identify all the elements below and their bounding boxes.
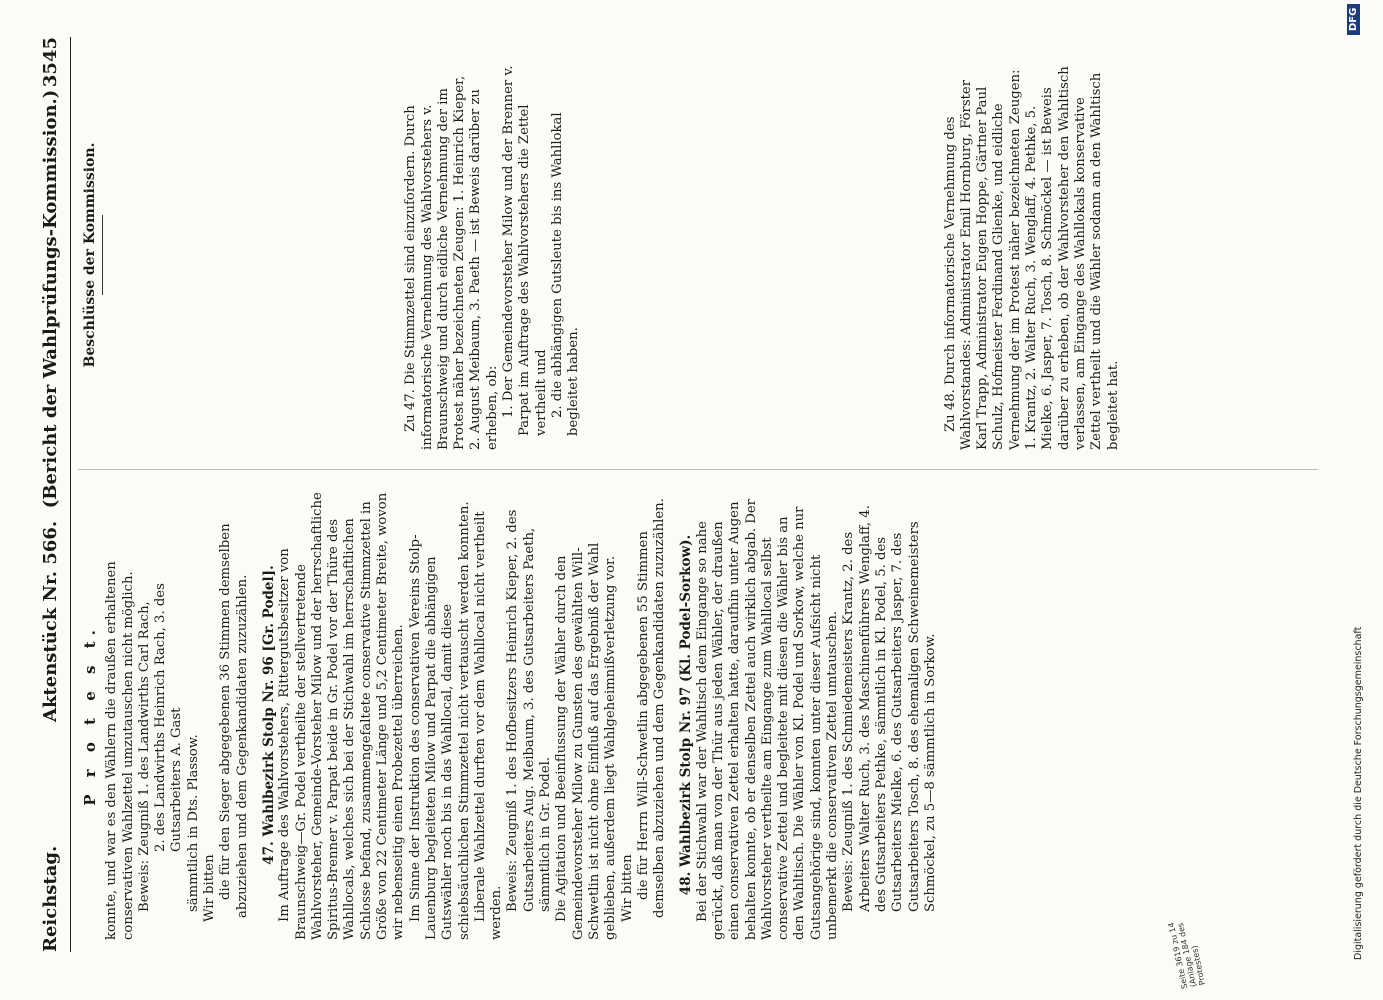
section-47-p3: Liberale Wahlzettel durften vor dem Wahllocal nicht vertheilt werden. bbox=[472, 511, 505, 940]
beweis-1d: sämmtlich in Dts. Plassow. bbox=[185, 734, 201, 912]
header-rule bbox=[70, 37, 71, 952]
column-divider bbox=[78, 469, 1318, 470]
beweis-3: Beweis: Zeugniß 1. des Schmiedemeisters Krantz, 2. des Arbeiters Walter Ruch, 3. des Maschinenführers Wenglaff, 4. des Gutsarbeiters Pethke, sämmtlich in Kl. Podel, 5. des Gutsarbeiters Mielke, 6. des Gutsarbeiters Jasper, 7. des Gutsarbeiters Tosch, 8. des ehemaligen Schweinemeisters Schmöckel, zu 5—8 sämmtlich in Sorkow. bbox=[841, 505, 938, 912]
beweis-1b: 2. des Landwirths Heinrich Rach, 3. des bbox=[153, 583, 169, 852]
header-subtitle: (Bericht der Wahlprüfungs-Kommission.) bbox=[40, 89, 61, 509]
wir-bitten-2: Wir bitten bbox=[619, 854, 635, 922]
protest-heading: P r o t e s t. bbox=[81, 624, 99, 806]
section-48-p1: Bei der Stichwahl war der Wahltisch dem Eingange so nahe gerückt, daß man von der Thür aus jeden Wähler, der draußen einen conservativen Zettel erhalten hatte, daraufhin unter Augen behalten konnte, ob er denselben Zettel auch wirklich abgab. Der Wahlvorsteher vertheilte am Eingange zum Wahllocal selbst conservative Zettel und begleitete mit diesen die Wähler bis an den Wahltisch. Die Wähler von Kl. Podel und Sorkow, welche nur Gutsangehörige sind, konnten unter dieser Aufsicht nicht unbemerkt die conservativen Zettel umtauschen. bbox=[694, 499, 841, 940]
section-47-p2: Im Sinne der Instruktion des conservativen Vereins Stolp-Lauenburg begleiteten Milow und Parpat die abhängigen Gutswähler noch bis in das Wahllocal, damit diese schiebsäuchlichen Stimmzettel nicht vertauscht werden konnten. bbox=[407, 501, 472, 940]
page-header bbox=[40, 37, 70, 952]
footer-credit: Digitalisierung gefördert durch die Deutsche Forschungsgemeinschaft bbox=[1353, 626, 1364, 960]
margin-note: Seite 3619 zu 14 (Anlage 184 des Protestes) bbox=[1166, 921, 1208, 990]
resolutions-heading: Beschlüsse der Kommission. bbox=[82, 142, 98, 368]
zu-48: Zu 48. Durch informatorische Vernehmung des Wahlvorstandes: Administrator Emil Hornburg, Förster Karl Trapp, Administrator Eugen Hoppe, Gärtner Paul Schulz, Hofmeister Ferdinand Glienke, und eidliche Vernehmung der im Protest näher bezeichneten Zeugen: 1. Krantz, 2. Walter Ruch, 3. Wenglaff, 4. Pethke, 5. Mielke, 6. Jasper, 7. Tosch, 8. Schmöckel — ist Beweis darüber zu erheben, ob der Wahlvorsteher den Wahltisch verlassen, am Eingange des Wahllokals konservative Zettel vertheilt und die Wähler sodann an den Wahltisch begleitet hat. bbox=[942, 66, 1121, 450]
header-doc-number: Aktenstück Nr. 566. bbox=[40, 520, 61, 722]
beweis-1: Beweis: Zeugniß 1. des Landwirths Carl Rach, bbox=[136, 601, 152, 912]
section-47-p4: Die Agitation und Beeinflussung der Wähler durch den Gemeindevorsteher Milow zu Gunsten des gewählten Will-Schwetlin ist nicht ohne Einfluß auf das Ergebniß der Wahl geblieben, außerdem liegt Wahlgeheimnißverletzung vor. bbox=[554, 542, 619, 940]
section-48-title: 48. Wahlbezirk Stolp Nr. 97 (Kl. Podel-Sorkow). bbox=[678, 534, 695, 896]
zu-47-item-2: 2. die abhängigen Gutsleute bis ins Wahllokal begleitet haben. bbox=[549, 112, 582, 436]
header-center bbox=[40, 90, 61, 722]
header-left: Reichstag. bbox=[40, 845, 61, 952]
beweis-2: Beweis: Zeugniß 1. des Hofbesitzers Heinrich Kieper, 2. des Gutsarbeiters Aug. Meibaum, 3. des Gutsarbeiters Paeth, sämmtlich in Gr. Podel. bbox=[505, 509, 554, 912]
beweis-1c: Gutsarbeiters A. Gast bbox=[169, 707, 185, 852]
resolutions-column bbox=[82, 60, 1122, 450]
bitten-1-text: die für den Sieger abgegebenen 36 Stimmen demselben abzuziehen und dem Gegenkandidaten zuzuzählen. bbox=[218, 523, 250, 918]
section-47-p1: Im Auftrage des Wahlvorstehers, Rittergutsbesitzer von Braunschweig—Gr. Podel vertheilte der stellvertretende Wahlvorsteher, Gemeinde-Vorsteher Milow und der herrschaftliche Spiritus-Brenner v. Parpat beide in Gr. Podel vor der Thüre des Wahllocals, welches sich bei der Stichwahl im herrschaftlichen Schlosse befand, zusammengefaltete conservative Stimmzettel in Größe von 22 Centimeter Länge und 5,2 Centimeter Breite, wovon wir nebenseitig einen Probezettel überreichen. bbox=[277, 492, 407, 940]
bitten-2-text: die für Herrn Will-Schwetlin abgegebenen 55 Stimmen demselben abzuziehen und dem Gegenkandidaten zuzuzählen. bbox=[635, 498, 668, 918]
zu-47-item-1: 1. Der Gemeindevorsteher Milow und der Brenner v. Parpat im Auftrage des Wahlvorstehers die Zettel vertheilt und bbox=[501, 65, 549, 436]
zu-47: Zu 47. Die Stimmzettel sind einzufordern. Durch informatorische Vernehmung des Wahlvorstehers v. Braunschweig und durch eidliche Vernehmung der im Protest näher bezeichneten Zeugen: 1. Heinrich Kieper, 2. August Meibaum, 3. Paeth — ist Beweis darüber zu erheben, ob: bbox=[403, 75, 500, 450]
protest-intro: konnte, und war es den Wählern die draußen erhaltenen conservativen Wahlzettel umzutauschen nicht möglich. bbox=[104, 561, 136, 940]
page-number: 3545 bbox=[40, 37, 61, 88]
section-47-title: 47. Wahlbezirk Stolp Nr. 96 [Gr. Podel]. bbox=[260, 565, 277, 865]
wir-bitten-1: Wir bitten bbox=[202, 854, 218, 922]
dfg-logo: DFG bbox=[1347, 4, 1360, 35]
protest-column bbox=[82, 490, 939, 940]
